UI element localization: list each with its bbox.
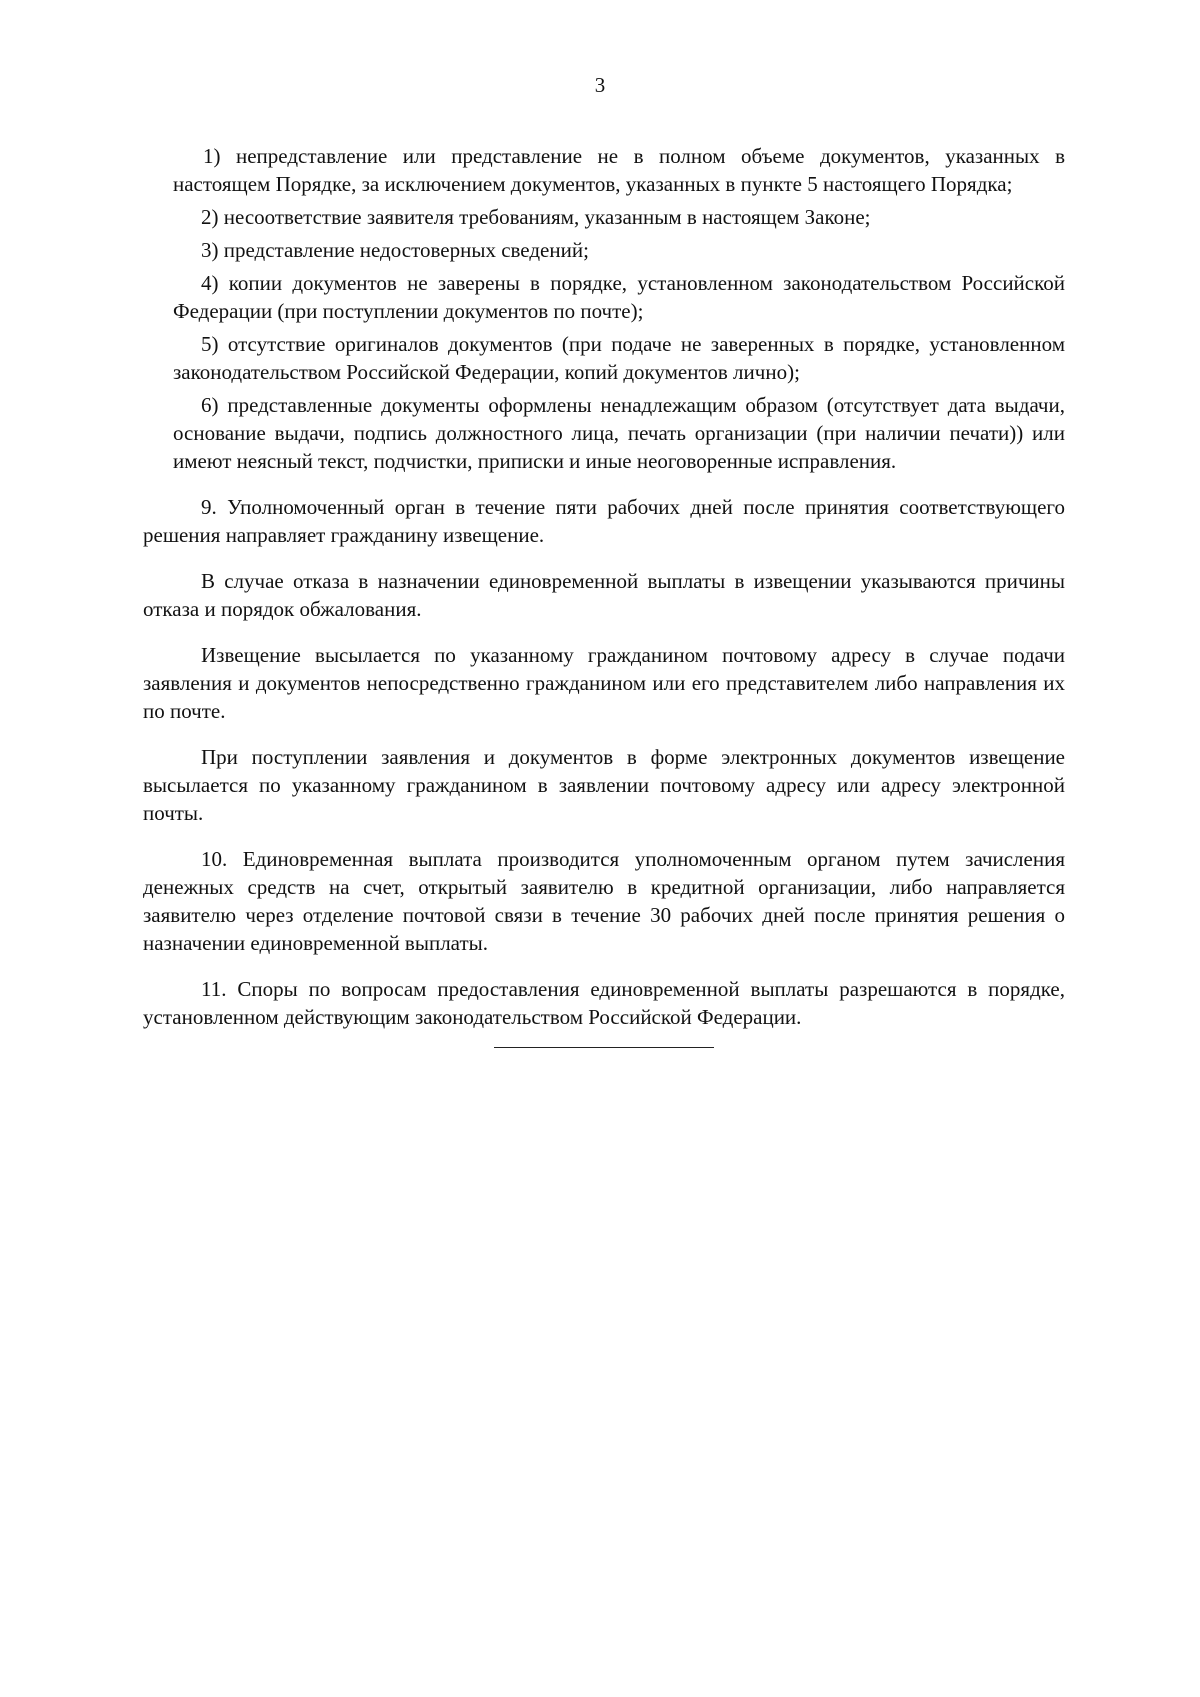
list-item: 6) представленные документы оформлены ненадлежащим образом (отсутствует дата выдачи, основание выдачи, подпись должностного лица, печать организации (при наличии печати)) или имеют неясный текст, подчистки, приписки и иные неоговоренные исправления. [173,393,1065,473]
end-of-document-rule [494,1047,714,1048]
list-item: 1) непредставление или представление не в полном объеме документов, указанных в настоящем Порядке, за исключением документов, указанных в пункте 5 настоящего Порядка; [173,144,1065,196]
page-number: 3 [594,73,606,97]
refusal-grounds-list [173,142,1065,475]
paragraph: Извещение высылается по указанному гражданином почтовому адресу в случае подачи заявления и документов непосредственно гражданином или его представителем либо направления их по почте. [143,643,1065,723]
paragraph: 9. Уполномоченный орган в течение пяти рабочих дней после принятия соответствующего решения направляет гражданину извещение. [143,495,1065,547]
paragraph: В случае отказа в назначении единовременной выплаты в извещении указываются причины отказа и порядок обжалования. [143,569,1065,621]
list-item: 4) копии документов не заверены в порядке, установленном законодательством Российской Федерации (при поступлении документов по почте); [173,271,1065,323]
list-item: 3) представление недостоверных сведений; [201,238,589,262]
list-item: 2) несоответствие заявителя требованиям, указанным в настоящем Законе; [201,205,871,229]
document-body [143,142,1065,1048]
list-item: 5) отсутствие оригиналов документов (при подаче не заверенных в порядке, установленном законодательством Российской Федерации, копий документов лично); [173,332,1065,384]
paragraph: 10. Единовременная выплата производится уполномоченным органом путем зачисления денежных средств на счет, открытый заявителю в кредитной организации, либо направляется заявителю через отделение почтовой связи в течение 30 рабочих дней после принятия решения о назначении единовременной выплаты. [143,847,1065,955]
paragraph: При поступлении заявления и документов в форме электронных документов извещение высылается по указанному гражданином в заявлении почтовому адресу или адресу электронной почты. [143,745,1065,825]
paragraph: 11. Споры по вопросам предоставления единовременной выплаты разрешаются в порядке, установленном действующим законодательством Российской Федерации. [143,977,1065,1029]
